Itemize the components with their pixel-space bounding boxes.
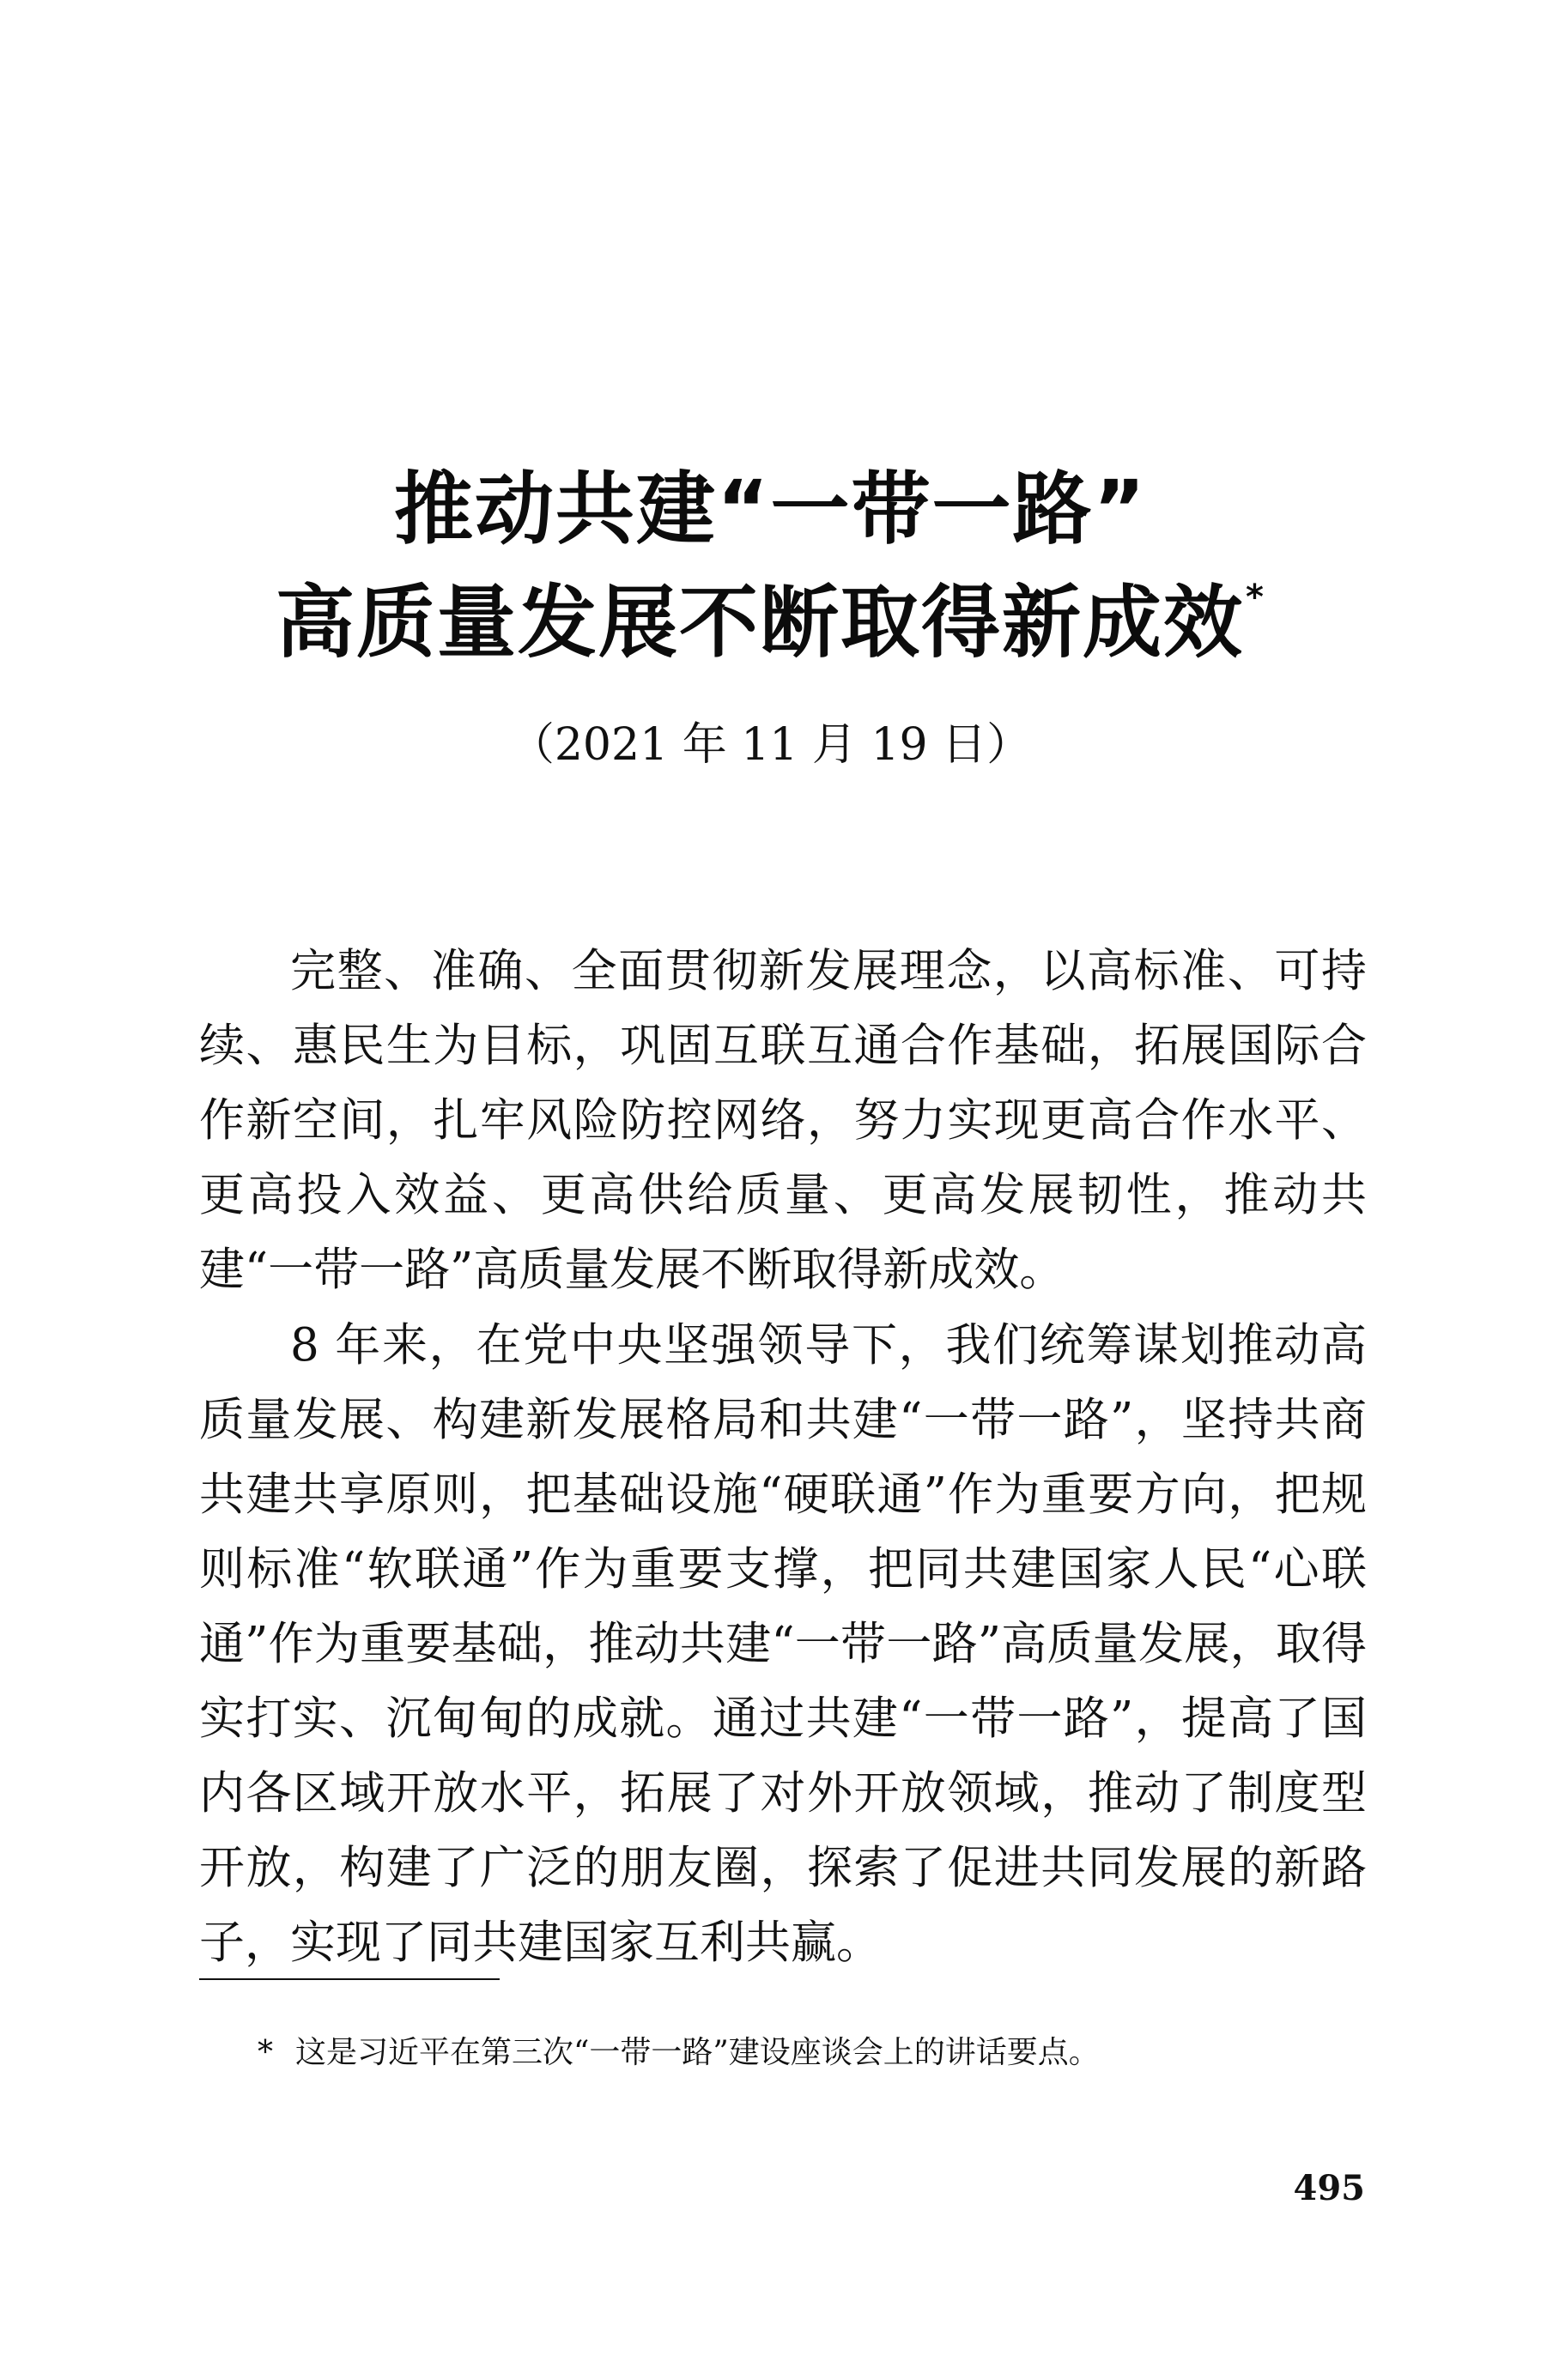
- paragraph-1: 完整、准确、全面贯彻新发展理念，以高标准、可持续、惠民生为目标，巩固互联互通合作基础，拓展国际合作新空间，扎牢风险防控网络，努力实现更高合作水平、更高投入效益、更高供给质量、更高发展韧性，推动共建“一带一路”高质量发展不断取得新成效。: [199, 945, 1367, 1296]
- paragraph-2: 8 年来，在党中央坚强领导下，我们统筹谋划推动高质量发展、构建新发展格局和共建“一带一路”，坚持共商共建共享原则，把基础设施“硬联通”作为重要方向，把规则标准“软联通”作为重要支撑，把同共建国家人民“心联通”作为重要基础，推动共建“一带一路”高质量发展，取得实打实、沉甸甸的成就。通过共建“一带一路”，提高了国内各区域开放水平，拓展了对外开放领域，推动了制度型开放，构建了广泛的朋友圈，探索了促进共同发展的新路子，实现了同共建国家互利共赢。: [199, 1319, 1367, 1969]
- footnote: [258, 2034, 1374, 2071]
- date-line: （2021 年 11 月 19 日）: [509, 719, 1032, 771]
- title-line-1: [0, 463, 1541, 555]
- footnote-mark: *: [258, 2035, 273, 2070]
- footnote-text: 这是习近平在第三次“一带一路”建设座谈会上的讲话要点。: [295, 2035, 1100, 2070]
- title-line-1-text: 推动共建“一带一路”: [394, 463, 1147, 555]
- title-footnote-mark: *: [1246, 578, 1265, 617]
- title-line-2-text: 高质量发展不断取得新成效: [276, 577, 1245, 669]
- title-line-2: [0, 577, 1541, 669]
- footnote-divider: [199, 1978, 500, 1980]
- page-number: 495: [1293, 2168, 1365, 2208]
